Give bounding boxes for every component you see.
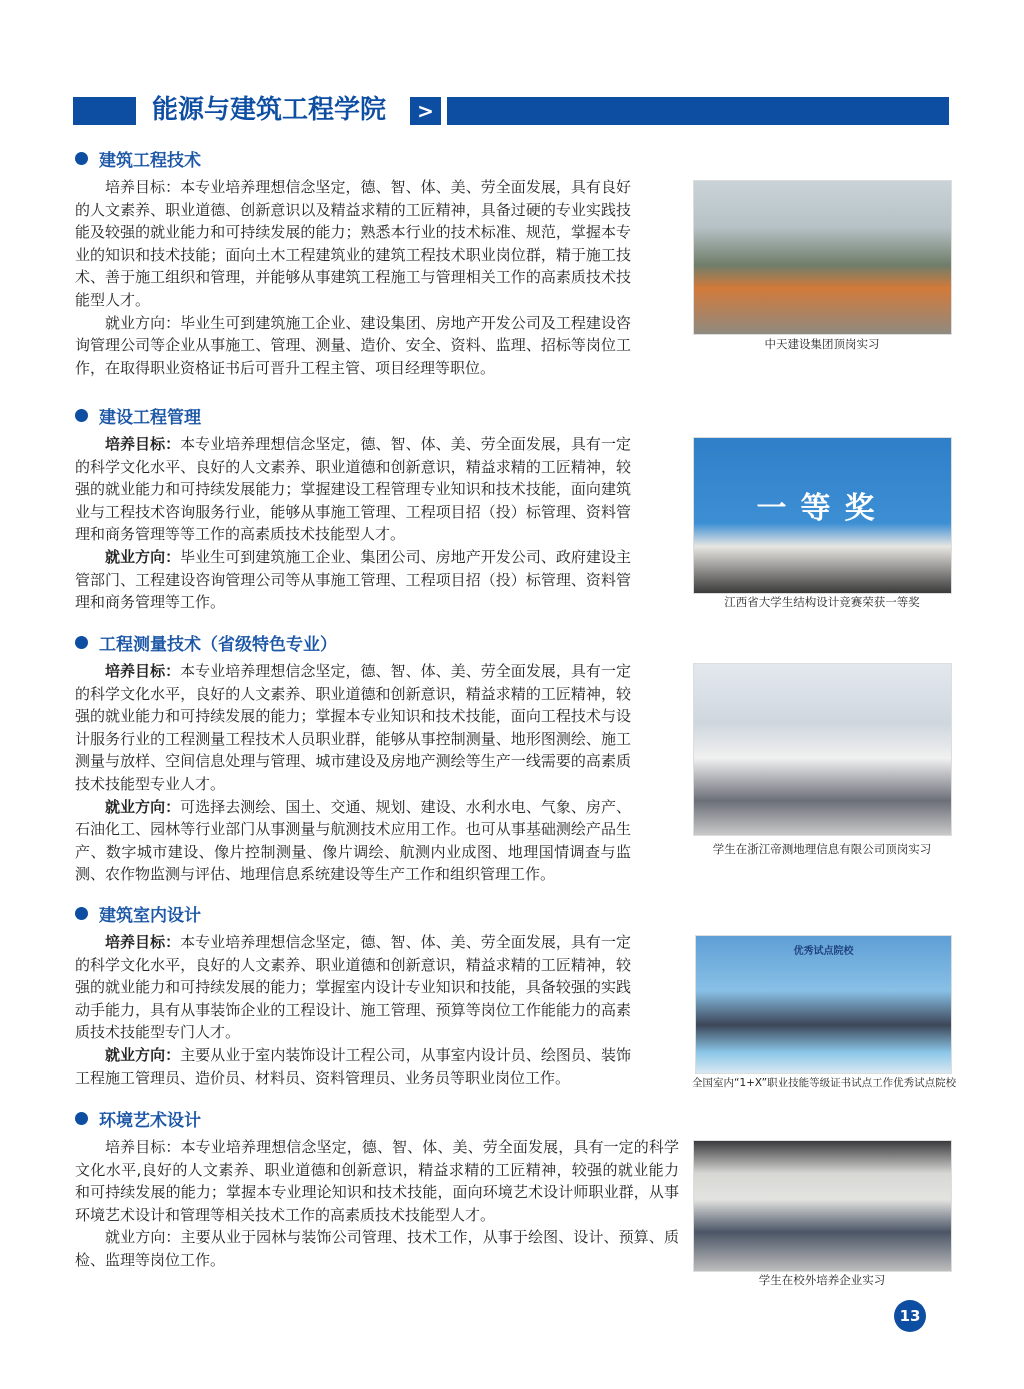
header-bar-right: [447, 97, 949, 125]
page-title: 能源与建筑工程学院: [152, 95, 387, 125]
header-arrow-icon: >: [410, 97, 441, 125]
section-title: 建筑工程技术: [99, 150, 201, 171]
header-bar-left: [73, 97, 136, 125]
section-title: 建筑室内设计: [99, 905, 201, 926]
section-interior-design: [75, 901, 631, 1089]
bullet-icon: [75, 152, 88, 165]
photo-caption: 全国室内“1+X”职业技能等级证书试点工作优秀试点院校: [692, 1077, 957, 1089]
goal-paragraph: 培养目标：本专业培养理想信念坚定，德、智、体、美、劳全面发展，具有一定的科学文化水平,良好的人文素养、职业道德和创新意识，精益求精的工匠精神，较强的就业能力和可持续发展的能力；掌握本专业理论知识和技术技能，面向环境艺术设计师职业群，从事环境艺术设计和管理等相关技术工作的高素质技术技能型人才。: [75, 1138, 679, 1224]
job-paragraph: 就业方向：主要从业于室内装饰设计工程公司，从事室内设计员、绘图员、装饰工程施工管理员、造价员、材料员、资料管理员、业务员等职业岗位工作。: [75, 1045, 631, 1087]
job-paragraph: 就业方向：毕业生可到建筑施工企业、建设集团、房地产开发公司及工程建设咨询管理公司等企业从事施工、管理、测量、造价、安全、资料、监理、招标等岗位工作，在取得职业资格证书后可晋升工程主管、项目经理等职位。: [75, 313, 631, 377]
section-title: 环境艺术设计: [99, 1110, 201, 1131]
bullet-icon: [75, 636, 88, 649]
job-paragraph: 就业方向：毕业生可到建筑施工企业、集团公司、房地产开发公司、政府建设主管部门、工程建设咨询管理公司等从事施工管理、工程项目招（投）标管理、资料管理和商务管理等工作。: [75, 547, 631, 612]
photo-sign-text: 优秀试点院校: [793, 946, 854, 957]
photo-caption: 学生在浙江帝测地理信息有限公司顶岗实习: [712, 842, 932, 856]
photo-caption: 学生在校外培养企业实习: [758, 1273, 886, 1287]
bullet-icon: [75, 907, 88, 920]
goal-paragraph: 培养目标：本专业培养理想信念坚定，德、智、体、美、劳全面发展，具有一定的科学文化水平，良好的人文素养、职业道德和创新意识，精益求精的工匠精神，较强的就业能力和可持续发展的能力；掌握室内设计专业知识和技能，具备较强的实践动手能力，具有从事装饰企业的工程设计、施工管理、预算等岗位工作能能力的高素质技术技能型专门人才。: [75, 933, 631, 1042]
photo-sign-text: 一等奖: [756, 491, 889, 526]
section-environmental-art: [75, 1106, 679, 1272]
bullet-icon: [75, 409, 88, 422]
section-title: 建设工程管理: [99, 407, 201, 428]
page-number: 13: [894, 1300, 926, 1332]
photo-surveying-internship: [693, 663, 952, 836]
section-surveying-tech: [75, 630, 631, 886]
photo-caption: 中天建设集团顶岗实习: [764, 337, 880, 351]
section-title: 工程测量技术（省级特色专业）: [99, 634, 337, 655]
section-construction-management: [75, 403, 631, 614]
goal-paragraph: 培养目标：本专业培养理想信念坚定，德、智、体、美、劳全面发展，具有一定的科学文化水平、良好的人文素养、职业道德和创新意识，精益求精的工匠精神，较强的就业能力和可持续发展能力；掌握建设工程管理专业知识和技术技能，面向建筑业与工程技术咨询服务行业，能够从事施工管理、工程项目招（投）标管理、资料管理和商务管理等等工作的高素质技术技能型人才。: [75, 435, 631, 544]
job-paragraph: 就业方向：主要从业于园林与装饰公司管理、技术工作，从事于绘图、设计、预算、质检、监理等岗位工作。: [75, 1228, 679, 1269]
goal-paragraph: 培养目标：本专业培养理想信念坚定，德、智、体、美、劳全面发展，具有良好的人文素养、职业道德、创新意识以及精益求精的工匠精神，具备过硬的专业实践技能及较强的就业能力和可持续发展的能力；熟悉本行业的技术标准、规范，掌握本专业的知识和技术技能；面向土木工程建筑业的建筑工程技术职业岗位群，精于施工技术、善于施工组织和管理，并能够从事建筑工程施工与管理相关工作的高素质技术技能型人才。: [75, 178, 631, 309]
job-paragraph: 就业方向：可选择去测绘、国土、交通、规划、建设、水利水电、气象、房产、石油化工、园林等行业部门从事测量与航测技术应用工作。也可从事基础测绘产品生产、数字城市建设、像片控制测量、像片调绘、航测内业成图、地理国情调查与监测、农作物监测与评估、地理信息系统建设等生产工作和组织管理工作。: [75, 797, 631, 884]
section-construction-tech: [75, 146, 631, 379]
photo-competition-award: [693, 437, 952, 594]
photo-pilot-school-award: [695, 935, 952, 1074]
photo-enterprise-internship: [693, 1140, 952, 1272]
bullet-icon: [75, 1112, 88, 1125]
photo-internship-group: [693, 180, 952, 335]
goal-paragraph: 培养目标：本专业培养理想信念坚定，德、智、体、美、劳全面发展，具有一定的科学文化水平，良好的人文素养、职业道德和创新意识，精益求精的工匠精神，较强的就业能力和可持续发展的能力；掌握本专业知识和技术技能，面向工程技术与设计服务行业的工程测量工程技术人员职业群，能够从事控制测量、地形图测绘、施工测量与放样、空间信息处理与管理、城市建设及房地产测绘等生产一线需要的高素质技术技能型专业人才。: [75, 662, 631, 793]
photo-caption: 江西省大学生结构设计竞赛荣获一等奖: [724, 595, 920, 609]
